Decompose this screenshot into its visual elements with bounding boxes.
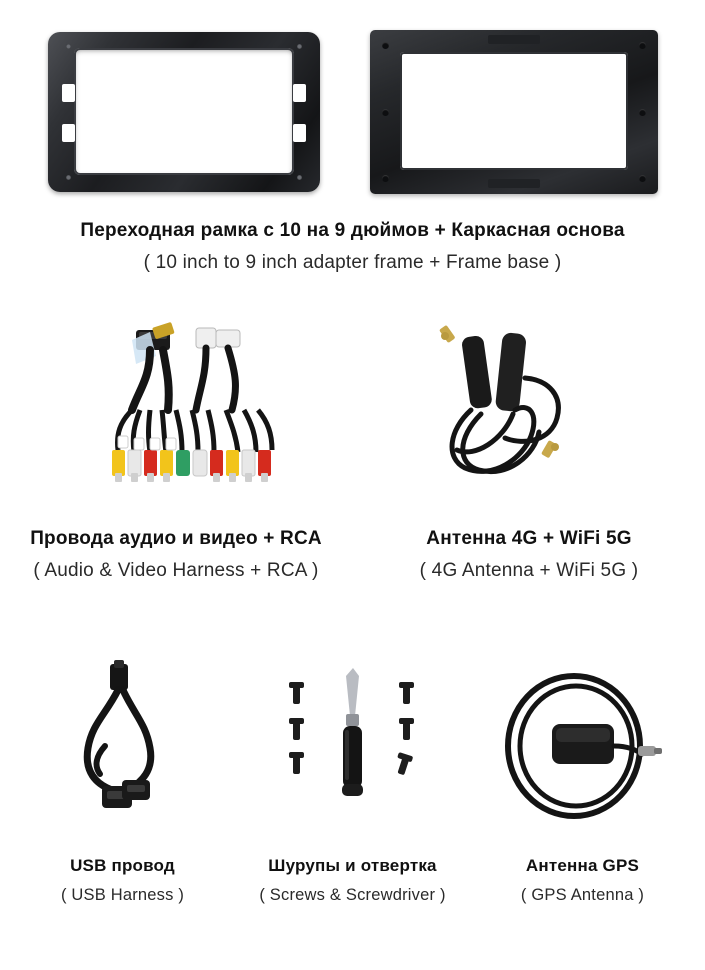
section-frames (0, 0, 705, 300)
gps-antenna-svg (470, 650, 695, 840)
usb-harness-svg (10, 650, 235, 840)
frame-base-hole (639, 109, 646, 116)
screws-screwdriver-caption-en: ( Screws & Screwdriver ) (259, 885, 446, 904)
frames-caption-en: ( 10 inch to 9 inch adapter frame + Frame base ) (143, 251, 562, 273)
usb-harness-caption-ru: USB провод (70, 856, 175, 875)
screws-screwdriver-caption-ru: Шурупы и отвертка (268, 856, 437, 875)
usb-harness-caption-en: ( USB Harness ) (60, 885, 185, 904)
frame-base-tab-bottom (488, 179, 540, 188)
adapter-frame-opening (74, 48, 294, 175)
adapter-frame-notch-top-right (293, 84, 306, 102)
antenna-4g-wifi-caption-en: ( 4G Antenna + WiFi 5G ) (419, 559, 639, 581)
screws-screwdriver-image (235, 650, 470, 840)
section-harness-antenna (0, 318, 705, 618)
frame-base-hole (639, 175, 646, 182)
frame-base-image (370, 30, 658, 194)
usb-harness-caption (10, 855, 235, 906)
gps-antenna-caption-ru: Антенна GPS (525, 856, 640, 875)
audio-video-harness-image (0, 318, 352, 508)
audio-video-harness-caption-en: ( Audio & Video Harness + RCA ) (33, 559, 319, 581)
cell-screws-screwdriver (235, 650, 470, 904)
antenna-4g-wifi-svg (353, 318, 705, 508)
audio-video-harness-caption (0, 526, 352, 583)
antenna-4g-wifi-image (353, 318, 705, 508)
cell-gps-antenna (470, 650, 695, 904)
frame-base-opening (400, 52, 628, 170)
usb-harness-image (10, 650, 235, 840)
section-accessories (0, 650, 705, 960)
frame-base-hole (382, 109, 389, 116)
adapter-frame-screw (297, 44, 302, 49)
adapter-frame-image (48, 32, 320, 192)
frame-base-hole (382, 175, 389, 182)
adapter-frame-notch-bottom-left (62, 124, 75, 142)
frames-caption (0, 218, 705, 275)
cell-antenna-4g-wifi (353, 318, 705, 581)
antenna-4g-wifi-caption (353, 526, 705, 583)
adapter-frame-screw (66, 44, 71, 49)
adapter-frame-screw (297, 175, 302, 180)
audio-video-harness-svg (0, 318, 352, 508)
frame-base-hole (382, 42, 389, 49)
gps-antenna-caption-en: ( GPS Antenna ) (520, 885, 645, 904)
adapter-frame-notch-top-left (62, 84, 75, 102)
frames-caption-ru: Переходная рамка с 10 на 9 дюймов + Каркасная основа (80, 220, 625, 241)
frame-base-tab-top (488, 35, 540, 44)
antenna-4g-wifi-caption-ru: Антенна 4G + WiFi 5G (426, 528, 632, 549)
audio-video-harness-caption-ru: Провода аудио и видео + RCA (30, 528, 322, 549)
cell-usb-harness (10, 650, 235, 904)
adapter-frame-notch-bottom-right (293, 124, 306, 142)
screws-screwdriver-svg (235, 650, 470, 840)
gps-antenna-caption (470, 855, 695, 906)
adapter-frame-screw (66, 175, 71, 180)
cell-audio-video-harness (0, 318, 352, 581)
screws-screwdriver-caption (235, 855, 470, 906)
frame-base-hole (639, 42, 646, 49)
frames-artwork (0, 0, 705, 185)
gps-antenna-image (470, 650, 695, 840)
